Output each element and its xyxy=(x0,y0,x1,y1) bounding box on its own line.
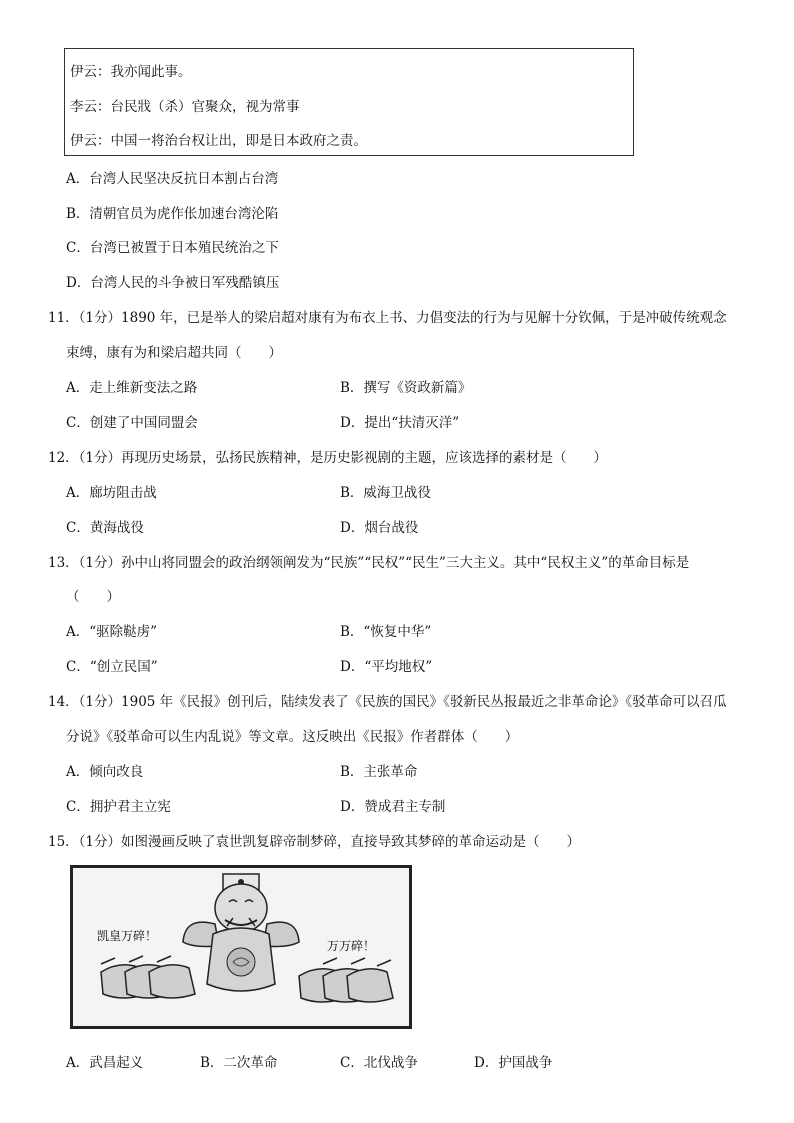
q12-option-c[interactable]: C．黄海战役 xyxy=(66,520,144,536)
q10-option-d[interactable]: D．台湾人民的斗争被日军残酷镇压 xyxy=(66,275,280,291)
q14-stem-line-1: 14．（1分）1905 年《民报》创刊后，陆续发表了《民族的国民》《驳新民丛报最近之非革命论》《驳革命可以召瓜 xyxy=(48,694,727,710)
q11-option-b[interactable]: B．撰写《资政新篇》 xyxy=(340,380,472,396)
q10-option-a[interactable]: A．台湾人民坚决反抗日本割占台湾 xyxy=(66,171,279,187)
bubble-right-text: 万万碎！ xyxy=(327,939,376,953)
left-kneeling-figures xyxy=(101,956,195,998)
q15-option-c[interactable]: C．北伐战争 xyxy=(340,1055,418,1071)
q11-stem-line-1: 11．（1分）1890 年，已是举人的梁启超对康有为布衣上书、力倡变法的行为与见解十分钦佩，于是冲破传统观念 xyxy=(48,310,727,326)
q10-option-b[interactable]: B．清朝官员为虎作伥加速台湾沦陷 xyxy=(66,206,279,222)
q15-option-a[interactable]: A．武昌起义 xyxy=(66,1055,144,1071)
q14-option-a[interactable]: A．倾向改良 xyxy=(66,764,144,780)
q13-option-a[interactable]: A．“驱除鞑虏” xyxy=(66,624,158,640)
q14-stem-line-2: 分说》《驳革命可以生内乱说》等文章。这反映出《民报》作者群体（ ） xyxy=(66,729,519,745)
q13-option-d[interactable]: D．“平均地权” xyxy=(340,659,433,675)
q11-stem-line-2: 束缚，康有为和梁启超共同（ ） xyxy=(66,345,282,361)
q15-stem: 15．（1分）如图漫画反映了袁世凯复辟帝制梦碎，直接导致其梦碎的革命运动是（ ） xyxy=(48,834,581,850)
right-kneeling-figures xyxy=(299,958,393,1002)
bubble-left-text: 凯皇万碎！ xyxy=(97,929,158,943)
q12-option-d[interactable]: D．烟台战役 xyxy=(340,520,419,536)
cartoon-image xyxy=(70,865,412,1029)
quote-line-2: 李云：台民戕（杀）官聚众，视为常事 xyxy=(70,99,300,115)
q13-stem-line-1: 13．（1分）孙中山将同盟会的政治纲领阐发为“民族”“民权”“民生”三大主义。其中“民权主义”的革命目标是 xyxy=(48,555,690,571)
quote-line-3: 伊云：中国一将治台权让出，即是日本政府之责。 xyxy=(70,133,367,149)
q12-stem: 12．（1分）再现历史场景，弘扬民族精神，是历史影视剧的主题，应该选择的素材是（ ） xyxy=(48,450,608,466)
q13-option-c[interactable]: C．“创立民国” xyxy=(66,659,158,675)
q12-option-b[interactable]: B．威海卫战役 xyxy=(340,485,431,501)
q11-option-d[interactable]: D．提出“扶清灭洋” xyxy=(340,415,460,431)
cartoon-drawing xyxy=(73,868,409,1026)
q11-option-a[interactable]: A．走上维新变法之路 xyxy=(66,380,198,396)
q13-option-b[interactable]: B．“恢复中华” xyxy=(340,624,432,640)
q14-option-b[interactable]: B．主张革命 xyxy=(340,764,418,780)
quote-line-1: 伊云：我亦闻此事。 xyxy=(70,64,192,80)
q15-option-b[interactable]: B．二次革命 xyxy=(200,1055,278,1071)
quote-box xyxy=(64,48,634,156)
q13-stem-line-2: （ ） xyxy=(66,589,120,605)
q11-option-c[interactable]: C．创建了中国同盟会 xyxy=(66,415,198,431)
q12-option-a[interactable]: A．廊坊阻击战 xyxy=(66,485,157,501)
q10-option-c[interactable]: C．台湾已被置于日本殖民统治之下 xyxy=(66,240,279,256)
q14-option-c[interactable]: C．拥护君主立宪 xyxy=(66,799,171,815)
q14-option-d[interactable]: D．赞成君主专制 xyxy=(340,799,446,815)
q15-option-d[interactable]: D．护国战争 xyxy=(474,1055,553,1071)
